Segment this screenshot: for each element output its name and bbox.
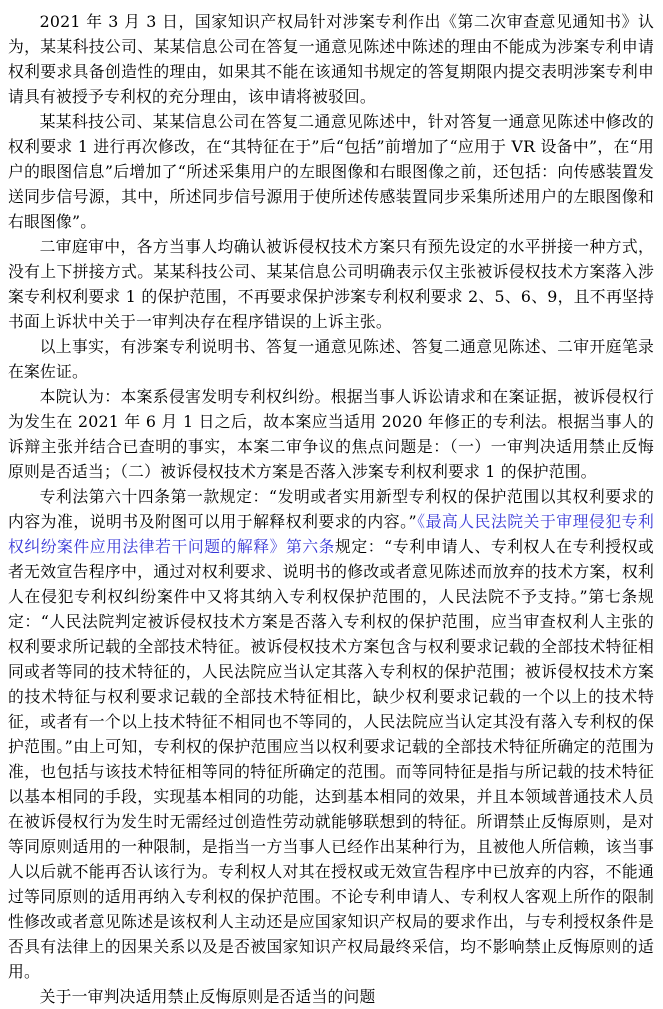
paragraph-text: 专利法第六十四条第一款规定：“发明或者实用新型专利权的保护范围以其权利要求的内容为准，说明书及附图可以用于解释权利要求的内容。” (8, 487, 654, 531)
paragraph-text: 关于一审判决适用禁止反悔原则是否适当的问题 (39, 987, 376, 1006)
paragraph-second-instance-hearing (8, 234, 654, 334)
paragraph-second-office-action (8, 9, 654, 109)
paragraph-text: 规定：“专利申请人、专利权人在专利授权或者无效宣告程序中，通过对权利要求、说明书的修改或者意见陈述而放弃的技术方案，权利人在侵犯专利权纠纷案件中又将其纳入专利权保护范围的，人民法院不予支持。”第七条规定：“人民法院判定被诉侵权技术方案是否落入专利权的保护范围，应当审查权利人主张的权利要求所记载的全部技术特征。被诉侵权技术方案包含与权利要求记载的全部技术特征相同或者等同的技术特征的，人民法院应当认定其落入专利权的保护范围；被诉侵权技术方案的技术特征与权利要求记载的全部技术特征相比，缺少权利要求记载的一个以上的技术特征，或者有一个以上技术特征不相同也不等同的，人民法院应当认定其没有落入专利权的保护范围。”由上可知，专利权的保护范围应当以权利要求记载的全部技术特征所确定的范围为准，也包括与该技术特征相等同的特征所确定的范围。而等同特征是指与所记载的技术特征以基本相同的手段，实现基本相同的功能，达到基本相同的效果，并且本领域普通技术人员在被诉侵权行为发生时无需经过创造性劳动就能够联想到的特征。所谓禁止反悔原则，是对等同原则适用的一种限制，是指当一方当事人已经作出某种行为，且被他人所信赖，该当事人以后就不能再否认该行为。专利权人对其在授权或无效宣告程序中已放弃的内容，不能通过等同原则的适用再纳入专利权的保护范围。不论专利申请人、专利权人客观上所作的限制性修改或者意见陈述是该权利人主动还是应国家知识产权局的要求作出，与专利授权条件是否具有法律上的因果关系以及是否被国家知识产权局最终采信，均不影响禁止反悔原则的适用。 (8, 537, 654, 981)
paragraph-issue-one-heading (8, 984, 654, 1009)
paragraph-text: 以上事实，有涉案专利说明书、答复一通意见陈述、答复二通意见陈述、二审开庭笔录在案佐证。 (8, 337, 654, 381)
paragraph-text: 2021 年 3 月 3 日，国家知识产权局针对涉案专利作出《第二次审查意见通知书》认为，某某科技公司、某某信息公司在答复一通意见陈述中陈述的理由不能成为涉案专利申请权利要求具备创造性的理由，如果其不能在该通知书规定的答复期限内提交表明涉案专利申请具有被授予专利权的充分理由，该申请将被驳回。 (8, 12, 654, 106)
paragraph-text: 二审庭审中，各方当事人均确认被诉侵权技术方案只有预先设定的水平拼接一种方式，没有上下拼接方式。某某科技公司、某某信息公司明确表示仅主张被诉侵权技术方案落入涉案专利权利要求 1 的保护范围，不再要求保护涉案专利权利要求 2、5、6、9，且不再坚持书面上诉状中关于一审判决存在程序错误的上诉主张。 (8, 237, 654, 331)
paragraph-text: 某某科技公司、某某信息公司在答复二通意见陈述中，针对答复一通意见陈述中修改的权利要求 1 进行再次修改，在“其特征在于”后“包括”前增加了“应用于 VR 设备中”，在“用户的眼图信息”后增加了“所述采集用户的左眼图像和右眼图像之前，还包括：向传感装置发送同步信号源，其中，所述同步信号源用于使所述传感装置同步采集所述用户的左眼图像和右眼图像”。 (8, 112, 654, 231)
paragraph-text: 本院认为：本案系侵害发明专利权纠纷。根据当事人诉讼请求和在案证据，被诉侵权行为发生在 2021 年 6 月 1 日之后，故本案应当适用 2020 年修正的专利法。根据当事人的诉辩主张并结合已查明的事实，本案二审争议的焦点问题是：（一）一审判决适用禁止反悔原则是否适当；（二）被诉侵权技术方案是否落入涉案专利权利要求 1 的保护范围。 (8, 387, 654, 481)
paragraph-court-opinion-issues (8, 384, 654, 484)
paragraph-legal-basis (8, 484, 654, 984)
statute-link[interactable]: 《最高人民法院关于审理侵犯专利权纠纷案件应用法律若干问题的解释》第六条 (8, 512, 654, 556)
paragraph-evidence (8, 334, 654, 384)
paragraph-claim-amendment (8, 109, 654, 234)
